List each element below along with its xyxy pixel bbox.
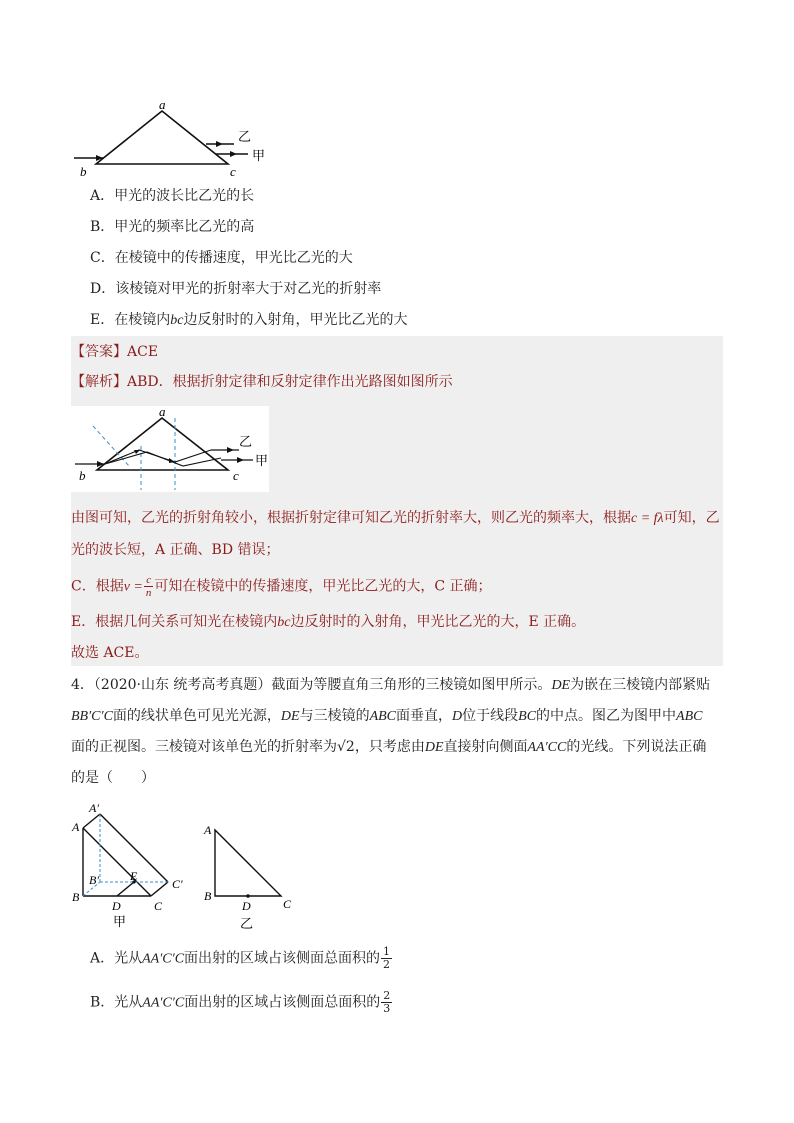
optical-path-figure: [71, 406, 269, 492]
label-b: b: [80, 164, 87, 179]
label-yi: 乙: [238, 129, 252, 144]
q4-line4: 的是（ ）: [71, 770, 155, 786]
svg-text:B: B: [72, 890, 80, 904]
analysis-final: 故选 ACE。: [71, 645, 149, 661]
svg-text:a: a: [159, 406, 166, 419]
svg-text:甲: 甲: [113, 914, 127, 929]
svg-text:D: D: [242, 899, 251, 913]
svg-text:c: c: [233, 468, 239, 483]
option-a: A．甲光的波长比乙光的长: [90, 188, 255, 204]
analysis-line1: 由图可知，乙光的折射角较小，根据折射定律可知乙光的折射率大，则乙光的频率大，根据c = fλ可知，乙: [71, 510, 720, 526]
svg-text:C: C: [154, 899, 163, 913]
prism-triangle: [96, 111, 228, 164]
svg-text:C′: C′: [172, 877, 183, 891]
svg-text:B: B: [204, 889, 212, 903]
q4-line1: 4．（2020·山东 统考高考真题）截面为等腰直角三角形的三棱镜如图甲所示。DE为嵌在三棱镜内部紧贴: [71, 677, 711, 693]
option-d: D．该棱镜对甲光的折射率大于对乙光的折射率: [90, 281, 382, 297]
prism-figure-1: [70, 96, 280, 182]
label-c: c: [230, 164, 236, 179]
svg-text:B′: B′: [89, 873, 99, 887]
svg-text:b: b: [79, 468, 86, 483]
svg-text:A: A: [204, 823, 212, 837]
svg-text:乙: 乙: [240, 916, 254, 930]
option-e: E．在棱镜内bc边反射时的入射角，甲光比乙光的大: [90, 312, 408, 328]
q4-option-b: B．光从AA′C′C面出射的区域占该侧面总面积的 $\frac{2}{3}$: [90, 989, 391, 1015]
q4-line2: BB′C′C面的线状单色可见光光源，DE与三棱镜的ABC面垂直，D位于线段BC的中点。图乙为图甲中ABC: [71, 708, 703, 724]
prism-figure-4: [70, 798, 300, 930]
svg-text:E: E: [130, 869, 138, 883]
svg-text:D: D: [112, 899, 121, 913]
option-c: C．在棱镜中的传播速度，甲光比乙光的大: [90, 250, 353, 266]
svg-text:A′: A′: [89, 801, 99, 815]
analysis-e: E．根据几何关系可知光在棱镜内bc边反射时的入射角，甲光比乙光的大，E 正确。: [71, 614, 586, 630]
analysis-intro: 【解析】ABD．根据折射定律和反射定律作出光路图如图所示: [71, 374, 453, 390]
svg-text:乙: 乙: [239, 434, 253, 449]
svg-text:C: C: [283, 897, 292, 911]
analysis-line2: 光的波长短，A 正确、BD 错误；: [71, 542, 280, 558]
option-b: B．甲光的频率比乙光的高: [90, 219, 255, 235]
q4-option-a: A．光从AA′C′C面出射的区域占该侧面总面积的 $\frac{1}{2}$: [90, 945, 391, 971]
analysis-c: C．根据v = $\frac{c}{n}$ 可知在棱镜中的传播速度，甲光比乙光的大，C 正确；: [71, 574, 492, 599]
svg-text:A: A: [72, 820, 80, 834]
svg-text:甲: 甲: [255, 453, 269, 468]
q4-line3: 面的正视图。三棱镜对该单色光的折射率为√2，只考虑由DE直接射向侧面AA′CC的光线。下列说法正确: [71, 739, 707, 755]
label-jia: 甲: [252, 148, 266, 163]
label-a: a: [159, 97, 166, 112]
answer-line: 【答案】ACE: [71, 344, 159, 360]
